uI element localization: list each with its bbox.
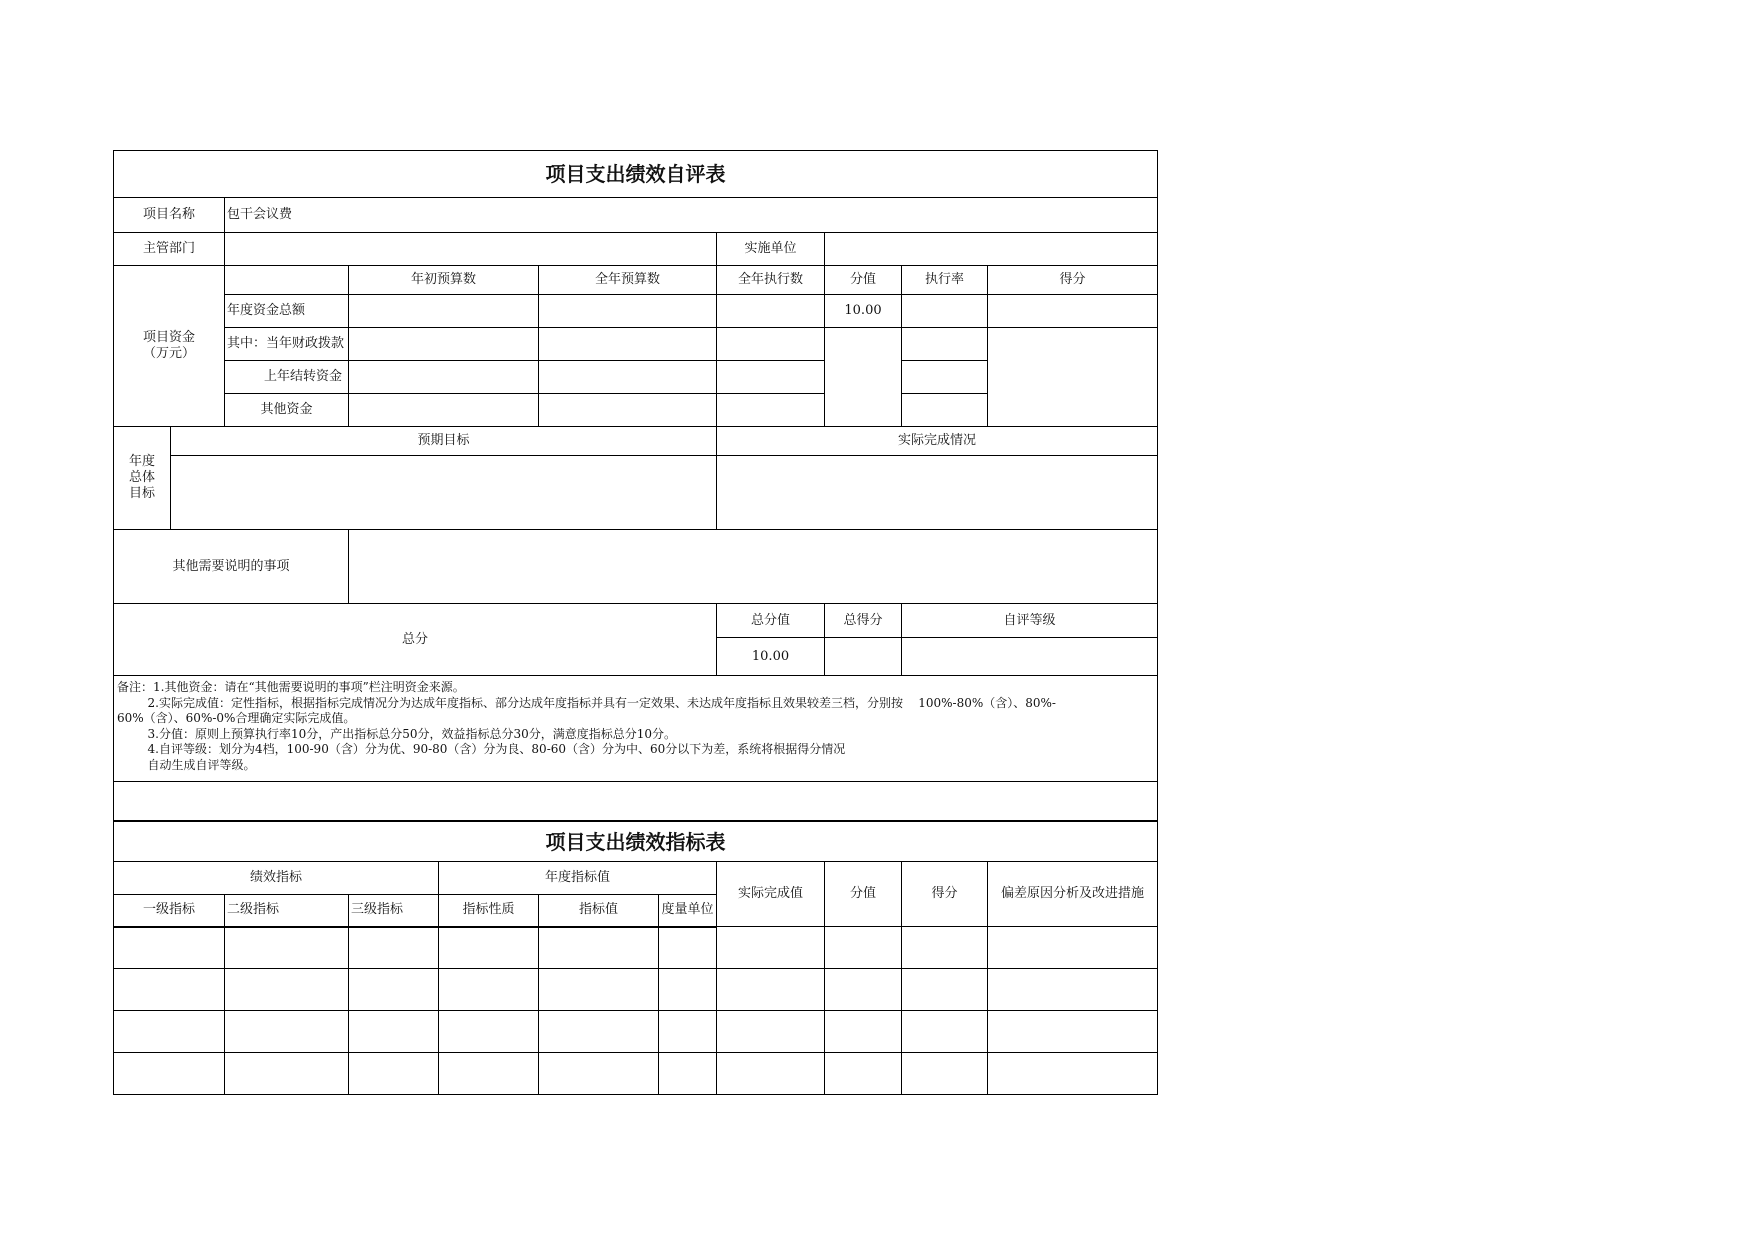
impl-unit-label: 实施单位 — [717, 233, 825, 266]
cell-total-initial[interactable] — [349, 295, 539, 328]
note-line: 备注：1.其他资金：请在“其他需要说明的事项”栏注明资金来源。 — [117, 680, 465, 694]
cell-carry-initial[interactable] — [349, 361, 539, 394]
total-score-label: 总得分 — [825, 604, 902, 638]
row-total-funds: 年度资金总额 — [225, 295, 349, 328]
dept-label: 主管部门 — [114, 233, 225, 266]
cell-fiscal-rate[interactable] — [902, 328, 988, 361]
impl-unit-value[interactable] — [825, 233, 1158, 266]
note-line: 3.分值：原则上预算执行率10分，产出指标总分50分，效益指标总分30分，满意度指标总分10分。 — [117, 726, 677, 741]
header-score: 得分 — [988, 266, 1158, 295]
note-line: 2.实际完成值：定性指标，根据指标完成情况分为达成年度指标、部分达成年度指标并具有一定效果、未达成年度指标且效果较差三档，分别按 100%-80%（含）、80%- — [117, 695, 1056, 710]
self-eval-sheet — [113, 150, 1157, 1095]
header-level1: 一级指标 — [114, 895, 225, 927]
header-exec-rate: 执行率 — [902, 266, 988, 295]
cell-merged-score-value — [825, 328, 902, 427]
self-grade-label: 自评等级 — [902, 604, 1158, 638]
header-nature: 指标性质 — [439, 895, 539, 927]
header-level2: 二级指标 — [225, 895, 349, 927]
page-title: 项目支出绩效自评表 — [114, 151, 1158, 198]
cell-other-initial[interactable] — [349, 394, 539, 427]
annual-goal-label: 年度 总体 目标 — [114, 427, 171, 530]
header-score-value: 分值 — [825, 862, 902, 927]
total-value: 10.00 — [717, 638, 825, 676]
table-row — [114, 1053, 1158, 1095]
cell-other-rate[interactable] — [902, 394, 988, 427]
cell-total-rate[interactable] — [902, 295, 988, 328]
cell-fiscal-initial[interactable] — [349, 328, 539, 361]
notes — [114, 676, 1158, 782]
header-deviation: 偏差原因分析及改进措施 — [988, 862, 1158, 927]
dept-value[interactable] — [225, 233, 717, 266]
other-matters-label: 其他需要说明的事项 — [114, 530, 349, 604]
header-initial-budget: 年初预算数 — [349, 266, 539, 295]
total-value-label: 总分值 — [717, 604, 825, 638]
group-perf-indicators: 绩效指标 — [114, 862, 439, 895]
header-full-budget: 全年预算数 — [539, 266, 717, 295]
header-target-value: 指标值 — [539, 895, 659, 927]
table-row — [114, 1011, 1158, 1053]
expected-goal-value[interactable] — [171, 456, 717, 530]
expected-goal-label: 预期目标 — [171, 427, 717, 456]
actual-completion-label: 实际完成情况 — [717, 427, 1158, 456]
note-line: 60%（含）、60%-0%合理确定实际完成值。 — [117, 711, 356, 725]
row-fiscal-funds: 其中：当年财政拨款 — [225, 328, 349, 361]
project-name-label: 项目名称 — [114, 198, 225, 233]
cell-fiscal-exec[interactable] — [717, 328, 825, 361]
funds-label: 项目资金 （万元） — [114, 266, 225, 427]
header-score-value: 分值 — [825, 266, 902, 295]
header-unit: 度量单位 — [659, 895, 717, 927]
funds-header-blank — [225, 266, 349, 295]
actual-completion-value[interactable] — [717, 456, 1158, 530]
cell-total-exec[interactable] — [717, 295, 825, 328]
cell-fiscal-full[interactable] — [539, 328, 717, 361]
cell-total-full[interactable] — [539, 295, 717, 328]
note-line: 4.自评等级：划分为4档，100-90（含）分为优、90-80（含）分为良、80-60（含）分为中、60分以下为差，系统将根据得分情况 — [117, 742, 846, 756]
cell-merged-score — [988, 328, 1158, 427]
other-matters-value[interactable] — [349, 530, 1158, 604]
row-other-funds: 其他资金 — [225, 394, 349, 427]
table-row — [114, 969, 1158, 1011]
cell-carry-exec[interactable] — [717, 361, 825, 394]
cell-total-score-value: 10.00 — [825, 295, 902, 328]
header-actual-value: 实际完成值 — [717, 862, 825, 927]
total-score-value[interactable] — [825, 638, 902, 676]
self-eval-table — [113, 150, 1158, 821]
cell-carry-rate[interactable] — [902, 361, 988, 394]
project-name-value: 包干会议费 — [225, 198, 1158, 233]
total-label: 总分 — [114, 604, 717, 676]
group-annual-values: 年度指标值 — [439, 862, 717, 895]
cell-total-score[interactable] — [988, 295, 1158, 328]
note-line: 自动生成自评等级。 — [117, 757, 256, 772]
cell-other-exec[interactable] — [717, 394, 825, 427]
row-carryover-funds: 上年结转资金 — [225, 361, 349, 394]
indicator-title: 项目支出绩效指标表 — [114, 822, 1158, 862]
cell-other-full[interactable] — [539, 394, 717, 427]
table-row — [114, 927, 1158, 969]
spacer-row — [114, 782, 1158, 821]
cell-carry-full[interactable] — [539, 361, 717, 394]
self-grade-value[interactable] — [902, 638, 1158, 676]
header-score: 得分 — [902, 862, 988, 927]
header-level3: 三级指标 — [349, 895, 439, 927]
indicator-table — [113, 821, 1158, 1095]
header-executed: 全年执行数 — [717, 266, 825, 295]
